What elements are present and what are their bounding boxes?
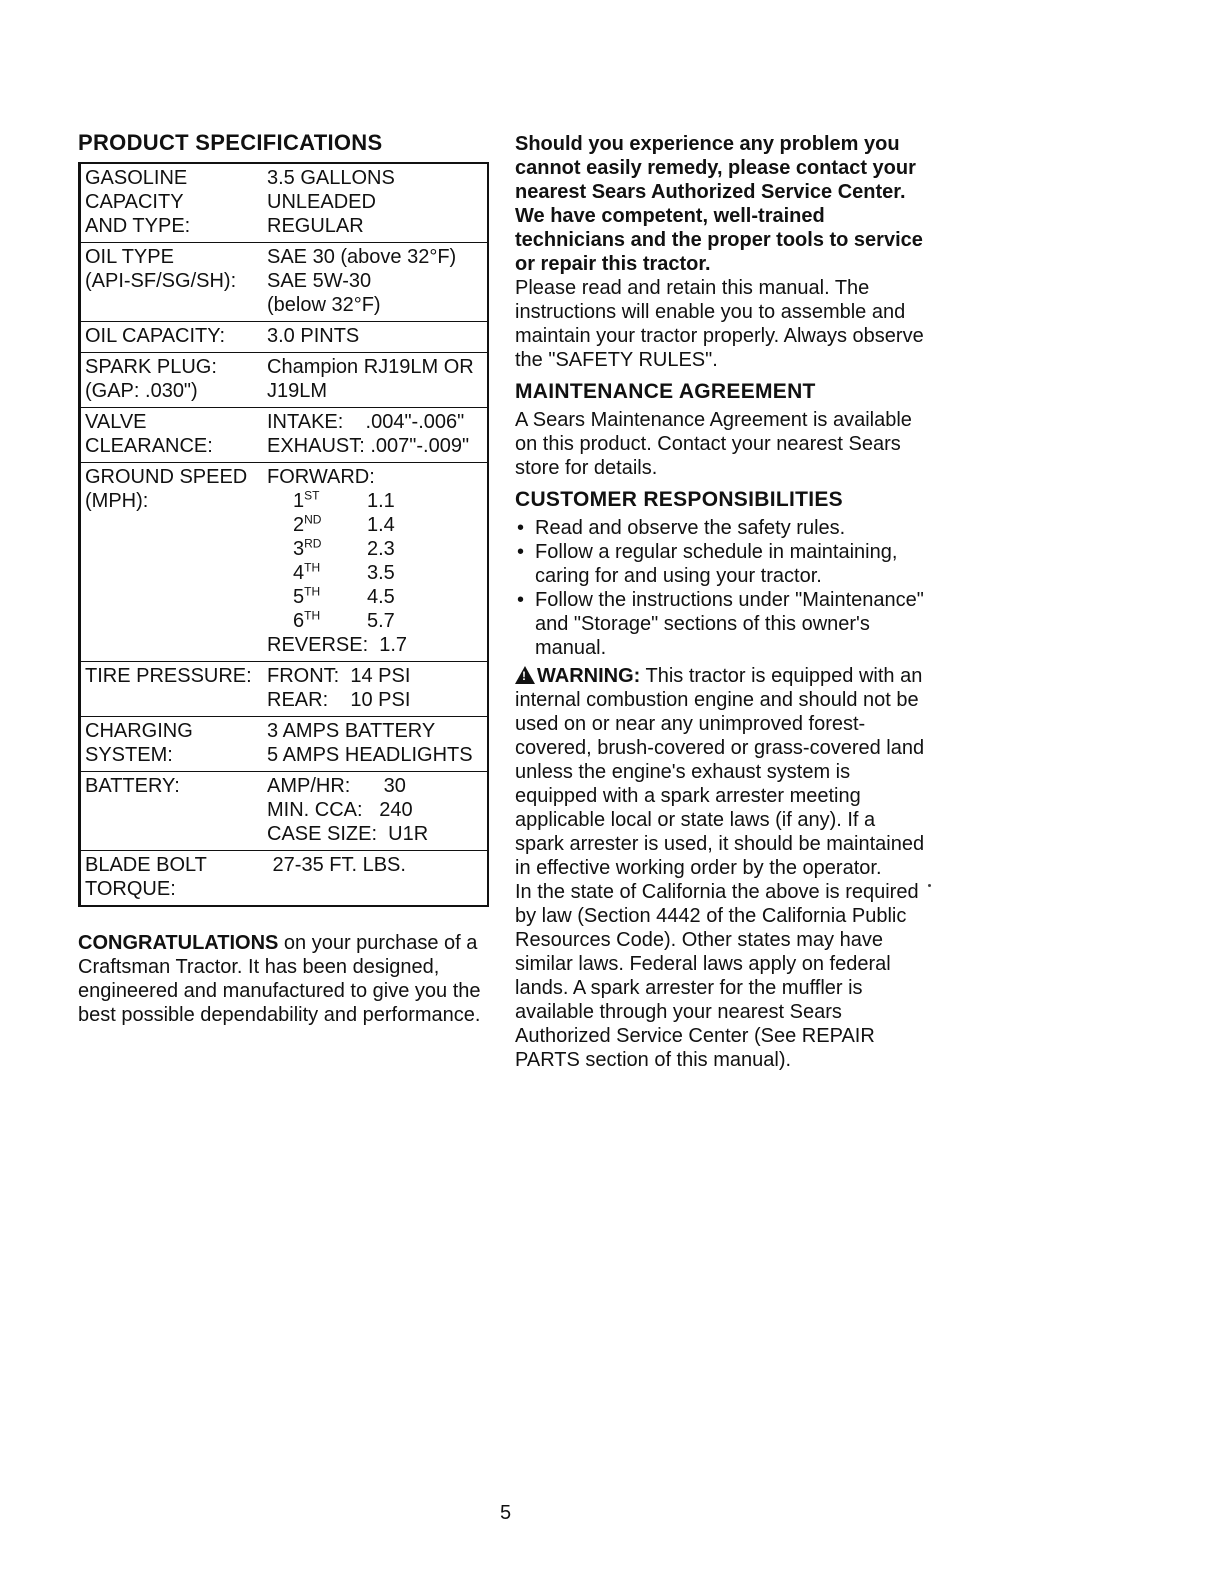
spec-label-line: VALVE [85,411,147,433]
speed-gear-row [267,537,487,561]
list-item: • Follow the instructions under "Maintenance" and "Storage" sections of this owner's manual. [515,588,925,660]
service-intro-paragraph: Should you experience any problem you cannot easily remedy, please contact your nearest Sears Authorized Service Center. We have competent, well-trained technicians and the proper tools to service or repair this tractor. [515,133,923,275]
spec-value-line: AMP/HR: 30 [267,775,406,797]
spec-value [267,166,487,238]
spec-value [267,774,487,846]
gear-number [267,585,367,609]
gear-num: 2 [293,514,305,536]
spec-value [267,355,487,403]
spec-value-line: J19LM [267,380,328,402]
spec-value-line: Champion RJ19LM OR [267,356,474,378]
spec-row-tire-pressure [81,661,487,716]
spec-value-line: SAE 5W-30 [267,270,372,292]
spec-label [81,166,267,238]
spec-label [81,355,267,403]
spec-value-line: UNLEADED [267,191,376,213]
gear-number [267,561,367,585]
right-column [515,132,925,1072]
left-column [78,130,498,1047]
california-law-paragraph: In the state of California the above is required by law (Section 4442 of the California Public Resources Code). Other states may have similar laws. Federal laws apply on federal lands. A spark arrester for the muffler is available through your nearest Sears Authorized Service Center (See REPAIR PARTS section of this manual). [515,881,919,1071]
spec-label-line: OIL TYPE [85,246,174,268]
list-item: • Read and observe the safety rules. [515,516,925,540]
spec-value-line: (below 32°F) [267,294,381,316]
spec-row-spark-plug [81,352,487,407]
warning-label: WARNING: [537,665,641,687]
spec-value [267,853,487,901]
gear-num: 4 [293,562,305,584]
spec-label [81,324,267,348]
forward-label: FORWARD: [267,466,375,488]
gear-num: 3 [293,538,305,560]
spec-label [81,410,267,458]
maintenance-agreement-heading: MAINTENANCE AGREEMENT [515,380,816,403]
warning-triangle-icon [515,666,535,684]
spec-value-line: FRONT: 14 PSI [267,665,411,687]
gear-number [267,513,367,537]
spec-label-line: SYSTEM: [85,744,173,766]
gear-speed: 1.4 [367,514,395,536]
spec-label [81,774,267,846]
spec-value-line: SAE 30 (above 32°F) [267,246,457,268]
spec-value-line: CASE SIZE: U1R [267,823,429,845]
spec-value [267,324,487,348]
warning-paragraph [515,664,925,880]
spec-value [267,410,487,458]
spec-value-line: EXHAUST: .007"-.009" [267,435,470,457]
spec-label-line: CHARGING [85,720,193,742]
list-item: • Follow a regular schedule in maintaining, caring for and using your tractor. [515,540,925,588]
gear-speed: 1.1 [367,490,395,512]
spec-row-charging-system [81,716,487,771]
spec-value [267,664,487,712]
spec-label-line: (API-SF/SG/SH): [85,270,237,292]
maintenance-agreement-paragraph: A Sears Maintenance Agreement is available on this product. Contact your nearest Sears store for details. [515,409,912,479]
spec-value-line: 3 AMPS BATTERY [267,720,436,742]
congratulations-paragraph [78,931,498,1027]
gear-speed: 5.7 [367,610,395,632]
spec-value-line: REGULAR [267,215,364,237]
spec-value [267,465,487,657]
spec-row-ground-speed [81,462,487,661]
gear-speed: 2.3 [367,538,395,560]
spec-label [81,245,267,317]
spec-row-oil-capacity [81,321,487,352]
spec-label-line: TIRE PRESSURE: [85,665,252,687]
gear-number [267,609,367,633]
warning-text: This tractor is equipped with an internal combustion engine and should not be used on or near any unimproved forest-covered, brush-covered or grass-covered land unless the engine's exhaust system is equipped with a spark arrester meeting applicable local or state laws (if any). If a spark arrester is used, it should be maintained in effective working order by the operator. [515,665,925,879]
spec-label-line: (GAP: .030") [85,380,198,402]
spec-row-valve-clearance [81,407,487,462]
spec-label-line: GROUND SPEED [85,466,248,488]
spec-label-line: GASOLINE [85,167,188,189]
speed-gear-row [267,561,487,585]
spec-value-line: REAR: 10 PSI [267,689,411,711]
spec-label-line: (MPH): [85,490,149,512]
speed-gear-row [267,489,487,513]
spec-label [81,664,267,712]
spec-label-line: CAPACITY [85,191,184,213]
gear-speed: 4.5 [367,586,395,608]
congratulations-bold: CONGRATULATIONS [78,932,279,954]
spec-value [267,245,487,317]
spec-value-line: 5 AMPS HEADLIGHTS [267,744,473,766]
spec-label-line: BATTERY: [85,775,180,797]
gear-suffix: ND [304,512,322,527]
gear-suffix: TH [304,584,321,599]
spec-label-line: TORQUE: [85,878,176,900]
product-specifications-heading: PRODUCT SPECIFICATIONS [78,130,383,155]
speed-gear-row [267,609,487,633]
spec-label [81,853,267,901]
specifications-table [78,162,489,907]
spec-label-line: BLADE BOLT [85,854,207,876]
spec-label-line: OIL CAPACITY: [85,325,226,347]
responsibilities-list [515,516,925,660]
spec-row-oil-type [81,242,487,321]
page-number: 5 [500,1502,512,1524]
spec-row-blade-bolt [81,850,487,905]
gear-suffix: TH [304,560,321,575]
gear-num: 1 [293,490,305,512]
spec-value-line: 27-35 FT. LBS. [267,854,406,876]
gear-number [267,537,367,561]
gear-number [267,489,367,513]
gear-suffix: TH [304,608,321,623]
spec-value [267,719,487,767]
spec-label [81,465,267,657]
spec-label-line: AND TYPE: [85,215,191,237]
gear-suffix: ST [304,488,320,503]
spec-value-line: MIN. CCA: 240 [267,799,413,821]
speed-gear-row [267,513,487,537]
gear-num: 6 [293,610,305,632]
scan-speck [928,884,931,887]
spec-label-line: SPARK PLUG: [85,356,217,378]
gear-suffix: RD [304,536,322,551]
gear-num: 5 [293,586,305,608]
spec-row-battery [81,771,487,850]
spec-value-line: 3.0 PINTS [267,325,360,347]
congratulations-text: on your purchase of a Craftsman Tractor. It has been designed, engineered and manufactured to give you the best possible dependability and performance. [78,932,481,1026]
spec-value-line: INTAKE: .004"-.006" [267,411,465,433]
gear-speed: 3.5 [367,562,395,584]
speed-gear-row [267,585,487,609]
spec-label [81,719,267,767]
reverse-speed: REVERSE: 1.7 [267,634,408,656]
spec-row-gasoline [81,164,487,242]
spec-label-line: CLEARANCE: [85,435,213,457]
retain-manual-paragraph: Please read and retain this manual. The instructions will enable you to assemble and maintain your tractor properly. Always observe the "SAFETY RULES". [515,277,924,371]
customer-responsibilities-heading: CUSTOMER RESPONSIBILITIES [515,488,843,511]
spec-value-line: 3.5 GALLONS [267,167,395,189]
